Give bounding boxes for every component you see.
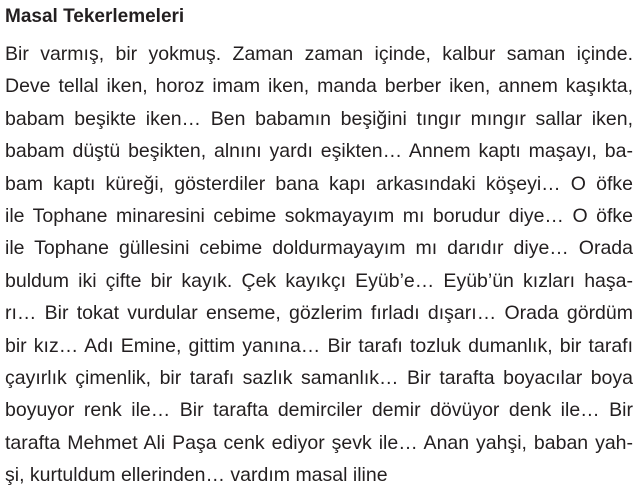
- tekerleme-paragraph: [5, 38, 633, 491]
- paragraph-line: boyuyor renk ile… Bir tarafta demirciler demir dövüyor denk ile… Bir: [5, 399, 633, 422]
- paragraph-line: çayırlık çimenlik, bir tarafı sazlık samanlık… Bir tarafta boyacılar boya: [5, 366, 633, 389]
- paragraph-line: Bir varmış, bir yokmuş. Zaman zaman içinde, kalbur saman içinde.: [5, 43, 633, 65]
- document-title: Masal Tekerlemeleri: [5, 6, 185, 27]
- paragraph-line: babam düştü beşikten, alnını yardı eşikten… Annem kaptı maşayı, ba-: [5, 140, 633, 163]
- paragraph-line: bam kaptı küreği, gösterdiler bana kapı arkasındaki köşeyi… O öfke: [5, 172, 633, 195]
- paragraph-line: ile Tophane minaresini cebime sokmayayım mı borudur diye… O öfke: [5, 204, 633, 227]
- paragraph-line: buldum iki çifte bir kayık. Çek kayıkçı Eyüb’e… Eyüb’ün kızları haşa-: [5, 269, 633, 292]
- paragraph-line: şi, kurtuldum ellerinden… vardım masal iline: [5, 464, 388, 487]
- paragraph-line: bir kız… Adı Emine, gittim yanına… Bir tarafı tozluk dumanlık, bir tarafı: [5, 334, 633, 357]
- paragraph-line: ile Tophane güllesini cebime doldurmayayım mı darıdır diye… Orada: [5, 237, 633, 260]
- paragraph-line: Deve tellal iken, horoz imam iken, manda berber iken, annem kaşıkta,: [5, 75, 633, 98]
- paragraph-line: rı… Bir tokat vurdular enseme, gözlerim fırladı dışarı… Orada gördüm: [5, 302, 633, 325]
- paragraph-line: babam beşikte iken… Ben babamın beşiğini tıngır mıngır sallar iken,: [5, 107, 633, 130]
- paragraph-line: tarafta Mehmet Ali Paşa cenk ediyor şevk ile… Anan yahşi, baban yah-: [5, 431, 633, 454]
